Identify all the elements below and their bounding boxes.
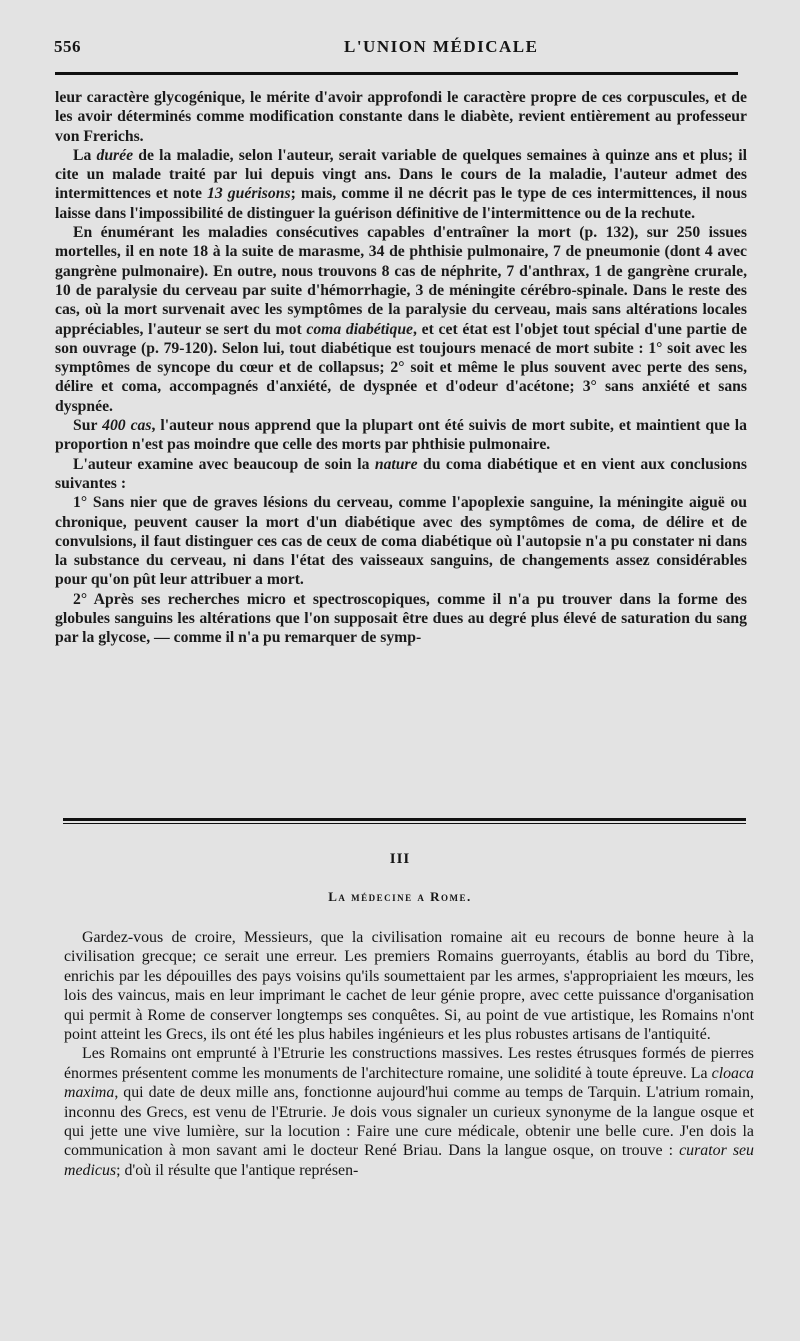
page-header bbox=[54, 37, 754, 61]
paragraph: Sur 400 cas, l'auteur nous apprend que la plupart ont été suivis de mort subite, et maintient que la proportion n'est pas moindre que celle des morts par phthisie pulmonaire. bbox=[55, 417, 748, 454]
paragraph: 1° Sans nier que de graves lésions du cerveau, comme l'apoplexie sanguine, la méningite aiguë ou chronique, peuvent causer la mort d'un diabétique avec des symptômes de coma, de délire et de convulsions, il faut distinguer ces cas de ceux de coma diabétique où l'autopsie n'a pu constater ni dans la substance du cerveau, ni dans l'état des vaisseaux sanguins, de changements assez considérables pour qu'on pût leur attribuer a mort. bbox=[55, 494, 747, 589]
paragraph: Gardez-vous de croire, Messieurs, que la civilisation romaine ait eu recours de bonne heure à la civilisation grecque; ce serait une erreur. Les premiers Romains guerroyants, établis au bord du Tibre, enrichis par les dépouilles des pays voisins qu'ils soumettaient par les armes, s'appropriaient les mœurs, les lois des vaincus, mais en leur imprimant le cachet de leur génie propre, avec cette puissance d'organisation qui permit à Rome de conserver longtemps ses conquêtes. Si, au point de vue artistique, les Romains n'ont point atteint les Grecs, ils ont été les plus habiles ingénieurs et les plus robustes artisans de l'antiquité. bbox=[64, 929, 754, 1044]
paragraph: En énumérant les maladies consécutives capables d'entraîner la mort (p. 132), sur 250 issues mortelles, il en note 18 à la suite de marasme, 34 de phthisie pulmonaire, 7 de pneumonie (dont 4 avec gangrène pulmonaire). En outre, nous trouvons 8 cas de néphrite, 7 d'anthrax, 1 de gangrène crurale, 10 de paralysie du cerveau par suite d'hémorrhagie, 3 de méningite cérébro-spinale. Dans le reste des cas, où la mort survenait avec les symptômes de la paralysie du cerveau, mais sans altérations locales appréciables, l'auteur se sert du mot coma diabétique, et cet état est l'objet tout spécial d'une partie de son ouvrage (p. 79-120). Selon lui, tout diabétique est toujours menacé de mort subite : 1° soit avec les symptômes de syncope du cœur et de collapsus; 2° soit et même le plus souvent avec perte des sens, délire et coma, accompagnés d'anxiété, de dyspnée et d'odeur d'acétone; 3° sans anxiété et sans dyspnée. bbox=[55, 224, 747, 415]
article-continuation bbox=[55, 88, 747, 648]
paragraph: 2° Après ses recherches micro et spectroscopiques, comme il n'a pu trouver dans la forme des globules sanguins les altérations que l'on supposait être dues au degré plus élevé de saturation du sang par la glycose, — comme il n'a pu remarquer de symp- bbox=[55, 590, 747, 647]
paragraph: La durée de la maladie, selon l'auteur, serait variable de quelques semaines à quinze ans et plus; il cite un malade traité par lui depuis vingt ans. Dans le cours de la maladie, l'auteur admet des intermittences et note 13 guérisons; mais, comme il ne décrit pas le type de ces intermittences, il nous laisse dans l'impossibilité de distinguer la guérison définitive de l'intermittence ou de la rechute. bbox=[55, 146, 747, 222]
header-rule bbox=[55, 72, 738, 75]
running-title: L'UNION MÉDICALE bbox=[344, 37, 539, 56]
section-divider bbox=[63, 818, 746, 821]
paragraph: leur caractère glycogénique, le mérite d'avoir approfondi le caractère propre de ces corpuscules, et de les avoir déterminés comme modification constante dans le diabète, revient entièrement au professeur von Frerichs. bbox=[55, 89, 747, 145]
section-number: III bbox=[389, 851, 411, 867]
paragraph: Les Romains ont emprunté à l'Etrurie les constructions massives. Les restes étrusques formés de pierres énormes présentent comme les monuments de l'architecture romaine, une solidité à toute épreuve. La cloaca maxima, qui date de deux mille ans, fonctionne aujourd'hui comme au temps de Tarquin. L'atrium romain, inconnu des Grecs, est venu de l'Etrurie. Je dois vous signaler un curieux synonyme de la langue osque et qui jette une vive lumière, sur la locution : Faire une cure médicale, obtenir une belle cure. J'en dois la communication à mon savant ami le docteur René Briau. Dans la langue osque, on trouve : curator seu medicus; d'où il résulte que l'antique représen- bbox=[64, 1045, 754, 1179]
page-number: 556 bbox=[54, 37, 81, 56]
section-title: La médecine a Rome. bbox=[328, 889, 472, 904]
section-body bbox=[64, 928, 754, 1180]
paragraph: L'auteur examine avec beaucoup de soin la nature du coma diabétique et en vient aux conclusions suivantes : bbox=[55, 455, 747, 492]
section-divider-thin bbox=[63, 823, 746, 824]
